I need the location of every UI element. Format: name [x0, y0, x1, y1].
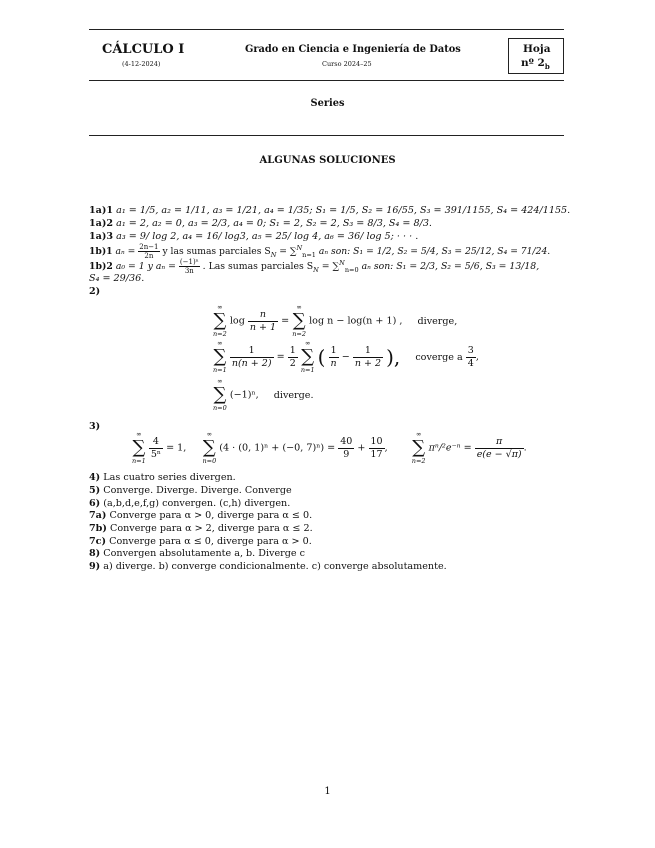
item-9: [89, 561, 447, 573]
item-text: y las sumas parciales S: [162, 246, 271, 257]
item-label: 5): [89, 485, 101, 496]
item-label: 1a)1: [89, 205, 114, 216]
sum-symbol: ∞ ∑ n=0: [202, 430, 217, 465]
sum-symbol: ∞ ∑ n=2: [411, 430, 426, 465]
fraction: $\frac{2n-1}{2n}$: [139, 243, 159, 260]
item-1b2-cont: S₄ = 29/36.: [89, 273, 145, 284]
result-text: coverge a: [415, 351, 463, 363]
item-8: [89, 548, 305, 560]
course-year: Curso 2024–25: [322, 60, 372, 68]
item-1b2: 1b)2 a₀ = 1 y aₙ = $\frac{\text{(−1)ⁿ}}{3n}$ . Las sumas parciales $S_N = \sum^N_{n=0}$ aₙ son: S₁ = 2/3, S₂ = 5/6, S₃ = 13/18,: [89, 258, 540, 275]
result-text: diverge,: [417, 315, 458, 327]
item-label: 9): [89, 561, 101, 572]
sum-symbol: ∞ ∑ n=2: [213, 303, 227, 338]
item-text: a₀ = 1 y aₙ =: [115, 261, 176, 272]
item-label: 8): [89, 548, 101, 559]
item-label: 4): [89, 472, 101, 483]
item-text: Converge para α ≤ 0, diverge para α > 0.: [109, 536, 312, 547]
item-text: = ∑: [276, 246, 297, 257]
item-label: 7b): [89, 523, 107, 534]
item-text: . Las sumas parciales S: [202, 261, 314, 272]
item-text: Converge. Diverge. Diverge. Converge: [103, 485, 292, 496]
equation-2-2: ∞ ∑ n=1 $\frac{1}{n(n + 2)}$ = $\frac{1}{2}$ ∞ ∑ n=1 ( $\frac{1}{n}$ − $\frac{1}{n + 2}$ ), coverge a $\frac{3}{4}$ ,: [213, 339, 479, 374]
sheet-box: [508, 38, 564, 74]
section-rule: [89, 135, 564, 136]
top-rule: [89, 29, 564, 30]
sum-symbol: ∞ ∑ n=0: [213, 377, 227, 412]
item-text: a₁ = 1/5, a₂ = 1/11, a₃ = 1/21, a₄ = 1/35; S₁ = 1/5, S₂ = 16/55, S₃ = 391/1155, S₄ = 424/1155.: [116, 205, 571, 216]
subtitle: Series: [310, 98, 345, 109]
course-date: (4-12-2024): [122, 60, 161, 68]
item-7b: [89, 523, 313, 535]
page-number: 1: [324, 786, 331, 797]
sum-symbol: ∞ ∑ n=1: [213, 339, 227, 374]
item-1a1: [89, 205, 570, 217]
item-7c: [89, 536, 312, 548]
equation-2-1: ∞ ∑ n=2 log $\frac{n}{n + 1}$ = ∞ ∑ n=2 log n − log(n + 1) , diverge,: [213, 303, 458, 338]
item-text: a) diverge. b) converge condicionalmente. c) converge absolutamente.: [103, 561, 447, 572]
item-1b1: 1b)1 aₙ = $\frac{2n-1}{2n}$ y las sumas parciales $S_N = \sum^N_{n=1}$ aₙ son: S₁ = 1/2, S₂ = 5/4, S₃ = 25/12, S₄ = 71/24.: [89, 243, 551, 260]
item-3-label: 3): [89, 421, 101, 432]
item-text: Converge para α > 2, diverge para α ≤ 2.: [110, 523, 313, 534]
item-4: [89, 472, 236, 484]
item-text: (a,b,d,e,f,g) convergen. (c,h) divergen.: [103, 498, 291, 509]
item-text: a₁ = 2, a₂ = 0, a₃ = 2/3, a₄ = 0; S₁ = 2, S₂ = 2, S₃ = 8/3, S₄ = 8/3.: [116, 218, 432, 229]
item-2-label: 2): [89, 286, 101, 297]
item-text: a₃ = 9/ log 2, a₄ = 16/ log3, a₅ = 25/ log 4, a₆ = 36/ log 5; · · · .: [116, 231, 419, 242]
item-label: 7a): [89, 510, 107, 521]
item-label: 7c): [89, 536, 107, 547]
item-text: aₙ =: [115, 246, 136, 257]
item-6: [89, 498, 290, 510]
equation-3: ∞ ∑ n=1 $\frac{4}{\text{5ⁿ}}$ = 1, ∞ ∑ n=0 (4 · (0, 1)ⁿ + (−0, 7)ⁿ) = $\frac{40}{9}$ + $\frac{10}{17}$ , ∞ ∑ n=2 πⁿ/²e⁻ⁿ = $\frac{\pi}{e(e - √\pi)}$ .: [132, 430, 527, 465]
item-text: Converge para α > 0, diverge para α ≤ 0.: [109, 510, 313, 521]
item-label: 6): [89, 498, 101, 509]
item-label: 1b)1: [89, 246, 113, 257]
degree-title: Grado en Ciencia e Ingeniería de Datos: [245, 44, 461, 55]
section-title: ALGUNAS SOLUCIONES: [259, 155, 396, 166]
sheet-label: Hoja: [523, 43, 551, 55]
result-text: diverge.: [273, 389, 314, 401]
equation-2-3: ∞ ∑ n=0 (−1)ⁿ, diverge.: [213, 377, 314, 412]
item-text: aₙ son: S₁ = 1/2, S₂ = 5/4, S₃ = 25/12, S₄ = 71/24.: [315, 246, 551, 257]
fraction: $\frac{\text{(−1)ⁿ}}{3n}$: [179, 258, 199, 275]
item-5: [89, 485, 292, 497]
sum-symbol: ∞ ∑ n=1: [300, 339, 315, 374]
header-rule: [89, 80, 564, 81]
course-title: CÁLCULO I: [102, 42, 185, 57]
item-label: 1a)2: [89, 218, 114, 229]
item-label: 1b)2: [89, 261, 113, 272]
item-1a2: [89, 218, 432, 230]
sum-symbol: ∞ ∑ n=1: [132, 430, 146, 465]
sheet-number: nº $2_b$: [521, 57, 550, 72]
item-text: = ∑: [318, 261, 340, 272]
sum-symbol: ∞ ∑ n=2: [292, 303, 307, 338]
item-7a: [89, 510, 312, 522]
item-label: 1a)3: [89, 231, 114, 242]
item-text: aₙ son: S₁ = 2/3, S₂ = 5/6, S₃ = 13/18,: [358, 261, 540, 272]
item-text: Las cuatro series divergen.: [103, 472, 236, 483]
item-text: Convergen absolutamente a, b. Diverge c: [103, 548, 305, 559]
item-1a3: [89, 231, 418, 243]
